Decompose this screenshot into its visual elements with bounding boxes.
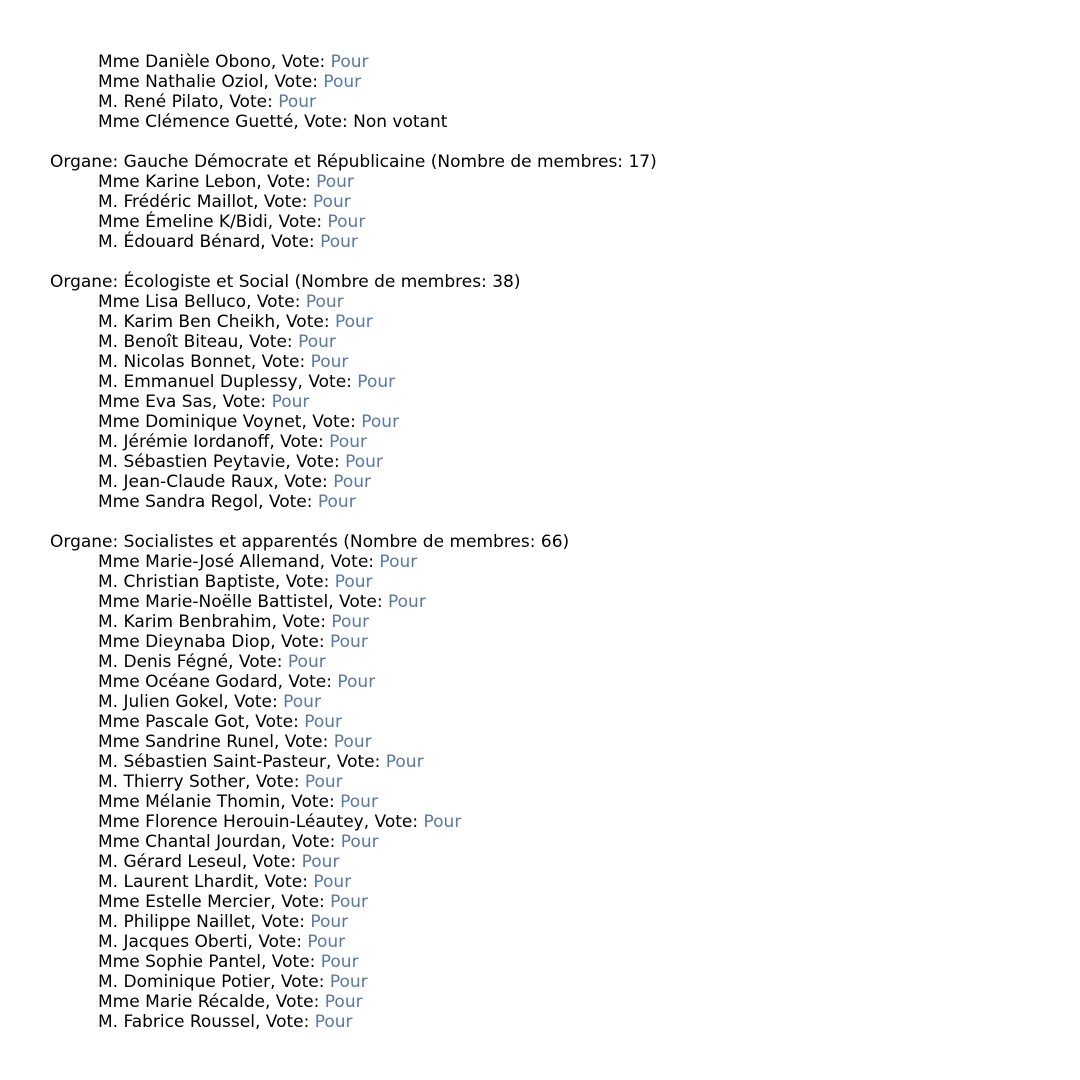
member-line bbox=[50, 392, 1060, 412]
member-line bbox=[50, 672, 1060, 692]
vote-value-pour: Pour bbox=[330, 892, 368, 912]
vote-separator: , Vote: bbox=[250, 352, 311, 372]
member-line bbox=[50, 952, 1060, 972]
vote-separator: , Vote: bbox=[267, 212, 328, 232]
member-line bbox=[50, 752, 1060, 772]
vote-value-pour: Pour bbox=[317, 492, 356, 512]
vote-value-pour: Pour bbox=[361, 412, 400, 432]
member-name: M. Jérémie Iordanoff bbox=[98, 432, 270, 452]
vote-value-pour: Pour bbox=[271, 392, 310, 412]
member-line bbox=[50, 872, 1060, 892]
member-name: Mme Mélanie Thomin bbox=[98, 792, 281, 812]
vote-separator: , Vote: bbox=[301, 412, 362, 432]
vote-value-pour: Pour bbox=[316, 172, 354, 192]
member-name: Mme Karine Lebon bbox=[98, 172, 257, 192]
member-name: Mme Florence Herouin-Léautey bbox=[98, 812, 364, 832]
member-name: Mme Pascale Got bbox=[98, 712, 245, 732]
members-count: 17 bbox=[628, 152, 651, 172]
member-line bbox=[50, 412, 1060, 432]
vote-separator: , Vote: bbox=[270, 52, 331, 72]
member-name: M. Philippe Naillet bbox=[98, 912, 251, 932]
vote-separator: , Vote: bbox=[265, 992, 325, 1012]
vote-value-pour: Pour bbox=[283, 692, 321, 712]
vote-value-pour: Pour bbox=[340, 832, 379, 852]
vote-separator: , Vote: bbox=[274, 572, 335, 592]
member-name: M. Gérard Leseul bbox=[98, 852, 242, 872]
vote-value-pour: Pour bbox=[324, 992, 363, 1012]
member-line bbox=[50, 772, 1060, 792]
vote-value-pour: Pour bbox=[385, 752, 424, 772]
organe-prefix: Organe: bbox=[50, 532, 124, 552]
member-name: M. Nicolas Bonnet bbox=[98, 352, 251, 372]
member-name: M. Emmanuel Duplessy bbox=[98, 372, 298, 392]
vote-value-pour: Pour bbox=[314, 1012, 353, 1032]
vote-separator: , Vote: bbox=[274, 732, 334, 752]
vote-separator: , Vote: bbox=[258, 492, 318, 512]
members-prefix: (Nombre de membres: bbox=[337, 532, 541, 552]
member-line bbox=[50, 332, 1060, 352]
member-name: M. Julien Gokel bbox=[98, 692, 224, 712]
vote-value-pour: Pour bbox=[329, 432, 367, 452]
vote-separator: , Vote: bbox=[241, 852, 302, 872]
vote-separator: , Vote: bbox=[247, 932, 308, 952]
member-line bbox=[50, 912, 1060, 932]
members-prefix: (Nombre de membres: bbox=[425, 152, 629, 172]
vote-separator: , Vote: bbox=[260, 952, 321, 972]
vote-value: Non votant bbox=[353, 112, 448, 132]
members-suffix: ) bbox=[562, 532, 570, 552]
member-line bbox=[50, 172, 1060, 192]
vote-value-pour: Pour bbox=[379, 552, 418, 572]
organe-prefix: Organe: bbox=[50, 152, 124, 172]
member-name: M. René Pilato bbox=[98, 92, 219, 112]
organe-name: Écologiste et Social bbox=[123, 272, 290, 292]
member-line bbox=[50, 632, 1060, 652]
vote-value-pour: Pour bbox=[304, 772, 343, 792]
member-name: Mme Marie-Noëlle Battistel bbox=[98, 592, 329, 612]
vote-separator: , Vote: bbox=[297, 372, 358, 392]
organe-name: Gauche Démocrate et Républicaine bbox=[123, 152, 426, 172]
member-name: Mme Marie Récalde bbox=[98, 992, 265, 1012]
member-name: Mme Marie-José Allemand bbox=[98, 552, 320, 572]
member-line bbox=[50, 592, 1060, 612]
vote-value-pour: Pour bbox=[340, 792, 378, 812]
vote-value-pour: Pour bbox=[287, 652, 326, 672]
member-name: Mme Sandra Regol bbox=[98, 492, 259, 512]
vote-separator: , Vote: bbox=[238, 332, 299, 352]
member-name: M. Denis Fégné bbox=[98, 652, 229, 672]
vote-value-pour: Pour bbox=[334, 572, 373, 592]
vote-separator: , Vote: bbox=[253, 192, 313, 212]
member-line bbox=[50, 452, 1060, 472]
member-line bbox=[50, 72, 1060, 92]
vote-separator: , Vote: bbox=[270, 892, 331, 912]
member-line bbox=[50, 492, 1060, 512]
vote-separator: , Vote: bbox=[277, 672, 338, 692]
member-line bbox=[50, 552, 1060, 572]
vote-separator: , Vote: bbox=[270, 972, 330, 992]
member-name: Mme Dieynaba Diop bbox=[98, 632, 271, 652]
vote-separator: , Vote: bbox=[363, 812, 424, 832]
member-name: M. Karim Ben Cheikh bbox=[98, 312, 276, 332]
member-line bbox=[50, 232, 1060, 252]
vote-value-pour: Pour bbox=[345, 452, 383, 472]
member-line bbox=[50, 692, 1060, 712]
vote-separator: , Vote: bbox=[245, 772, 305, 792]
member-line bbox=[50, 572, 1060, 592]
vote-value-pour: Pour bbox=[337, 672, 376, 692]
member-name: M. Jean-Claude Raux bbox=[98, 472, 274, 492]
member-line bbox=[50, 732, 1060, 752]
vote-separator: , Vote: bbox=[293, 112, 354, 132]
vote-value-pour: Pour bbox=[298, 332, 336, 352]
member-line bbox=[50, 832, 1060, 852]
vote-value-pour: Pour bbox=[320, 232, 358, 252]
vote-separator: , Vote: bbox=[228, 652, 288, 672]
vote-value-pour: Pour bbox=[310, 352, 349, 372]
vote-value-pour: Pour bbox=[323, 72, 362, 92]
vote-value-pour: Pour bbox=[423, 812, 462, 832]
organe-header bbox=[50, 532, 1060, 552]
vote-value-pour: Pour bbox=[278, 92, 317, 112]
vote-value-pour: Pour bbox=[331, 612, 370, 632]
member-line bbox=[50, 92, 1060, 112]
organe-group bbox=[50, 152, 1060, 252]
member-name: Mme Émeline K/Bidi bbox=[98, 212, 268, 232]
vote-value-pour: Pour bbox=[310, 912, 349, 932]
member-line bbox=[50, 812, 1060, 832]
members-count: 38 bbox=[492, 272, 514, 292]
organe-header bbox=[50, 272, 1060, 292]
vote-value-pour: Pour bbox=[312, 192, 351, 212]
vote-separator: , Vote: bbox=[253, 872, 314, 892]
member-name: Mme Estelle Mercier bbox=[98, 892, 271, 912]
member-name: Mme Lisa Belluco bbox=[98, 292, 247, 312]
members-prefix: (Nombre de membres: bbox=[289, 272, 493, 292]
organe-prefix: Organe: bbox=[50, 272, 124, 292]
vote-value-pour: Pour bbox=[305, 292, 344, 312]
vote-value-pour: Pour bbox=[330, 52, 369, 72]
member-line bbox=[50, 292, 1060, 312]
vote-value-pour: Pour bbox=[357, 372, 396, 392]
member-line bbox=[50, 652, 1060, 672]
member-line bbox=[50, 352, 1060, 372]
member-name: Mme Océane Godard bbox=[98, 672, 278, 692]
vote-value-pour: Pour bbox=[307, 932, 346, 952]
vote-separator: , Vote: bbox=[275, 312, 335, 332]
member-line bbox=[50, 612, 1060, 632]
vote-separator: , Vote: bbox=[285, 452, 346, 472]
member-name: M. Jacques Oberti bbox=[98, 932, 248, 952]
member-line bbox=[50, 432, 1060, 452]
member-name: M. Christian Baptiste bbox=[98, 572, 275, 592]
member-line bbox=[50, 792, 1060, 812]
member-line bbox=[50, 112, 1060, 132]
member-name: Mme Eva Sas bbox=[98, 392, 212, 412]
member-name: M. Frédéric Maillot bbox=[98, 192, 254, 212]
vote-value-pour: Pour bbox=[320, 952, 359, 972]
vote-value-pour: Pour bbox=[330, 632, 368, 652]
organe-group bbox=[50, 532, 1060, 1032]
continuation-member-list bbox=[50, 52, 1060, 132]
vote-separator: , Vote: bbox=[260, 232, 321, 252]
member-name: M. Sébastien Saint-Pasteur bbox=[98, 752, 326, 772]
member-line bbox=[50, 932, 1060, 952]
vote-separator: , Vote: bbox=[218, 92, 279, 112]
vote-separator: , Vote: bbox=[254, 1012, 315, 1032]
vote-separator: , Vote: bbox=[244, 712, 305, 732]
vote-value-pour: Pour bbox=[388, 592, 426, 612]
member-name: Mme Clémence Guetté bbox=[98, 112, 294, 132]
vote-value-pour: Pour bbox=[327, 212, 366, 232]
vote-separator: , Vote: bbox=[256, 172, 317, 192]
vote-separator: , Vote: bbox=[271, 612, 332, 632]
vote-separator: , Vote: bbox=[280, 792, 341, 812]
member-name: Mme Sandrine Runel bbox=[98, 732, 274, 752]
member-name: Mme Chantal Jourdan bbox=[98, 832, 281, 852]
vote-separator: , Vote: bbox=[281, 832, 341, 852]
member-name: M. Dominique Potier bbox=[98, 972, 271, 992]
organe-name: Socialistes et apparentés bbox=[123, 532, 338, 552]
vote-separator: , Vote: bbox=[246, 292, 306, 312]
member-line bbox=[50, 992, 1060, 1012]
member-name: Mme Danièle Obono bbox=[98, 52, 271, 72]
members-count: 66 bbox=[540, 532, 563, 552]
vote-value-pour: Pour bbox=[329, 972, 368, 992]
member-name: M. Thierry Sother bbox=[98, 772, 246, 792]
member-name: Mme Nathalie Oziol bbox=[98, 72, 264, 92]
member-line bbox=[50, 712, 1060, 732]
member-line bbox=[50, 52, 1060, 72]
member-name: Mme Dominique Voynet bbox=[98, 412, 302, 432]
member-line bbox=[50, 312, 1060, 332]
vote-separator: , Vote: bbox=[270, 632, 331, 652]
member-name: M. Fabrice Roussel bbox=[98, 1012, 255, 1032]
members-suffix: ) bbox=[650, 152, 657, 172]
vote-document bbox=[50, 52, 1060, 1032]
group-list bbox=[50, 152, 1060, 1032]
member-name: Mme Sophie Pantel bbox=[98, 952, 261, 972]
member-name: M. Karim Benbrahim bbox=[98, 612, 272, 632]
member-line bbox=[50, 892, 1060, 912]
member-line bbox=[50, 972, 1060, 992]
member-line bbox=[50, 852, 1060, 872]
vote-value-pour: Pour bbox=[333, 472, 371, 492]
members-suffix: ) bbox=[513, 272, 521, 292]
vote-value-pour: Pour bbox=[301, 852, 340, 872]
member-name: M. Sébastien Peytavie bbox=[98, 452, 286, 472]
vote-separator: , Vote: bbox=[263, 72, 324, 92]
member-line bbox=[50, 1012, 1060, 1032]
member-line bbox=[50, 212, 1060, 232]
member-name: M. Édouard Bénard bbox=[98, 232, 261, 252]
member-line bbox=[50, 192, 1060, 212]
vote-separator: , Vote: bbox=[319, 552, 380, 572]
vote-value-pour: Pour bbox=[334, 312, 373, 332]
vote-value-pour: Pour bbox=[333, 732, 372, 752]
vote-value-pour: Pour bbox=[304, 712, 343, 732]
vote-value-pour: Pour bbox=[313, 872, 352, 892]
vote-separator: , Vote: bbox=[250, 912, 311, 932]
vote-separator: , Vote: bbox=[328, 592, 388, 612]
vote-separator: , Vote: bbox=[273, 472, 334, 492]
organe-header bbox=[50, 152, 1060, 172]
vote-separator: , Vote: bbox=[211, 392, 272, 412]
organe-group bbox=[50, 272, 1060, 512]
vote-separator: , Vote: bbox=[269, 432, 330, 452]
vote-separator: , Vote: bbox=[325, 752, 386, 772]
member-line bbox=[50, 372, 1060, 392]
member-name: M. Laurent Lhardit bbox=[98, 872, 254, 892]
vote-separator: , Vote: bbox=[223, 692, 284, 712]
member-name: M. Benoît Biteau bbox=[98, 332, 239, 352]
member-line bbox=[50, 472, 1060, 492]
